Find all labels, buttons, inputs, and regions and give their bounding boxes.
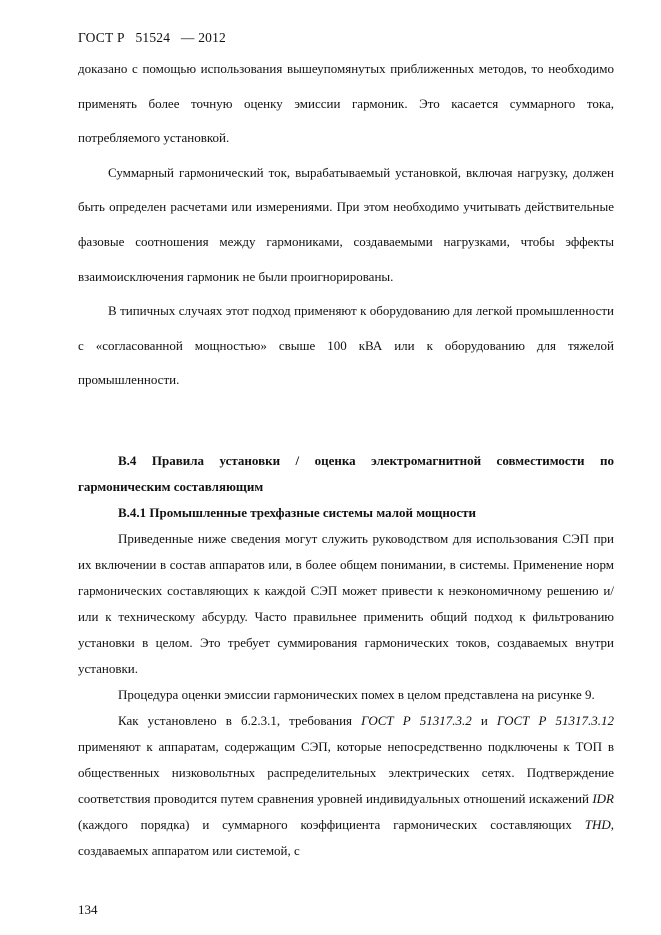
text-run: Как установлено в б.2.3.1, требования xyxy=(118,712,362,728)
section-continuation xyxy=(78,52,614,398)
subsection-heading: В.4.1 Промышленные трехфазные системы малой мощности xyxy=(118,504,477,520)
section-b4 xyxy=(78,448,614,864)
page-header-standard: ГОСТ Р 51524 — 2012 xyxy=(78,30,226,45)
text-run: (каждого порядка) и суммарного коэффициента гармонических составляющих xyxy=(78,816,585,832)
text-run: и xyxy=(471,712,497,728)
paragraph: Процедура оценки эмиссии гармонических помех в целом представлена на рисунке 9. xyxy=(118,686,595,702)
term-idr: IDR xyxy=(592,790,614,806)
term-thd: THD xyxy=(584,816,611,832)
paragraph xyxy=(78,708,614,864)
paragraph: Суммарный гармонический ток, вырабатываемый установкой, включая нагрузку, должен быть определен расчетами или измерениями. При этом необходимо учитывать действительные фазовые соотношения между гармониками, создаваемыми нагрузками, чтобы эффекты взаимоисключения гармоник не были проигнорированы. xyxy=(78,164,614,284)
page-number: 134 xyxy=(78,902,98,917)
standard-reference: ГОСТ Р 51317.3.12 xyxy=(496,712,614,728)
spacer xyxy=(78,398,614,448)
section-heading: В.4 Правила установки / оценка электромагнитной совместимости по гармоническим составляющим xyxy=(78,452,614,494)
paragraph: Приведенные ниже сведения могут служить руководством для использования СЭП при их включении в состав аппаратов или, в более общем понимании, в системы. Применение норм гармонических составляющих к каждой СЭП может привести к неэкономичному решению и/или к техническому абсурду. Часто правильнее применить общий подход к фильтрованию установки в целом. Это требует суммирования гармонических токов, создаваемых внутри установки. xyxy=(78,530,614,676)
standard-reference: ГОСТ Р 51317.3.2 xyxy=(361,712,472,728)
text-run: , создаваемых аппаратом или системой, с xyxy=(78,816,614,858)
text-run: применяют к аппаратам, содержащим СЭП, которые непосредственно подключены к ТОП в общественных низковольтных распределительных электрических сетях. Подтверждение соответствия проводится путем сравнения уровней индивидуальных отношений искажений xyxy=(78,738,614,806)
paragraph: доказано с помощью использования вышеупомянутых приближенных методов, то необходимо применять более точную оценку эмиссии гармоник. Это касается суммарного тока, потребляемого установкой. xyxy=(78,61,614,146)
paragraph: В типичных случаях этот подход применяют к оборудованию для легкой промышленности с «согласованной мощностью» свыше 100 кВА или к оборудованию для тяжелой промышленности. xyxy=(78,303,614,388)
body-text xyxy=(78,52,614,864)
